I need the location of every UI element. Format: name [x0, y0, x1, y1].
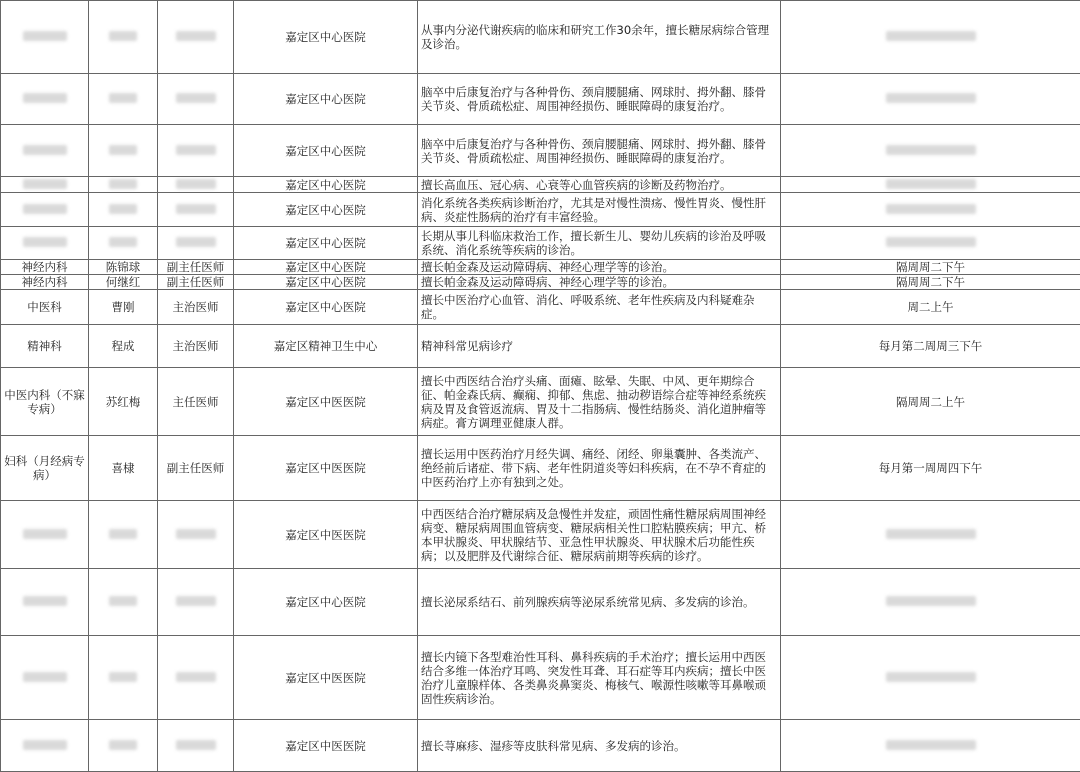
doctor-title-text: 主治医师	[173, 339, 219, 353]
table-body	[1, 1, 1080, 772]
redacted-text	[176, 529, 216, 539]
schedule-cell	[781, 1, 1080, 74]
redacted-text	[109, 237, 137, 247]
doctor-title-text: 主治医师	[173, 300, 219, 314]
table-row	[1, 275, 1080, 290]
doctor-name-cell	[89, 193, 158, 227]
hospital-cell	[234, 720, 418, 772]
redacted-text	[23, 145, 67, 155]
hospital-cell	[234, 290, 418, 325]
redacted-text	[886, 740, 976, 750]
redacted-text	[109, 740, 137, 750]
hospital-cell	[234, 177, 418, 193]
department-cell	[1, 368, 89, 436]
doctor-title-cell	[158, 74, 234, 125]
hospital-cell	[234, 260, 418, 275]
doctor-name-cell	[89, 501, 158, 569]
department-text: 妇科（月经病专病）	[4, 454, 85, 482]
hospital-cell	[234, 636, 418, 720]
department-cell	[1, 325, 89, 368]
doctor-title-text: 副主任医师	[167, 260, 225, 274]
redacted-text	[176, 740, 216, 750]
specialty-text: 脑卒中后康复治疗与各种骨伤、颈肩腰腿痛、网球肘、拇外翻、膝骨关节炎、骨质疏松症、周围神经损伤、睡眠障碍的康复治疗。	[421, 85, 766, 113]
department-text: 中医内科（不寐专病）	[4, 388, 85, 416]
table-row	[1, 368, 1080, 436]
doctor-title-cell	[158, 125, 234, 177]
redacted-text	[109, 179, 137, 189]
department-cell	[1, 125, 89, 177]
specialty-cell	[418, 260, 781, 275]
redacted-text	[23, 31, 67, 41]
doctor-title-cell	[158, 501, 234, 569]
schedule-cell	[781, 368, 1080, 436]
redacted-text	[886, 204, 976, 214]
specialty-cell	[418, 74, 781, 125]
specialty-text: 精神科常见病诊疗	[421, 339, 513, 353]
hospital-cell	[234, 275, 418, 290]
department-cell	[1, 720, 89, 772]
doctor-title-cell	[158, 636, 234, 720]
redacted-text	[109, 204, 137, 214]
schedule-text: 隔周周二上午	[896, 395, 965, 409]
department-cell	[1, 501, 89, 569]
schedule-cell	[781, 436, 1080, 501]
schedule-cell	[781, 227, 1080, 260]
department-cell	[1, 275, 89, 290]
specialty-cell	[418, 193, 781, 227]
doctor-name-cell	[89, 636, 158, 720]
redacted-text	[176, 179, 216, 189]
specialty-text: 消化系统各类疾病诊断治疗，尤其是对慢性溃疡、慢性胃炎、慢性肝病、炎症性肠病的治疗有丰富经验。	[421, 196, 766, 224]
specialty-cell	[418, 368, 781, 436]
redacted-text	[109, 93, 137, 103]
hospital-cell	[234, 193, 418, 227]
table-row	[1, 125, 1080, 177]
hospital-cell	[234, 569, 418, 636]
redacted-text	[176, 31, 216, 41]
schedule-cell	[781, 275, 1080, 290]
table-row	[1, 720, 1080, 772]
department-cell	[1, 193, 89, 227]
hospital-text: 嘉定区中心医院	[285, 144, 366, 158]
department-text: 中医科	[27, 300, 62, 314]
schedule-cell	[781, 260, 1080, 275]
schedule-text: 隔周周二下午	[896, 275, 965, 289]
specialty-text: 长期从事儿科临床救治工作，擅长新生儿、婴幼儿疾病的诊治及呼吸系统、消化系统等疾病的诊治。	[421, 229, 766, 257]
specialty-text: 擅长运用中医药治疗月经失调、痛经、闭经、卵巢囊肿、各类流产、绝经前后诸症、带下病、老年性阴道炎等妇科疾病，在不孕不育症的中医药治疗上亦有独到之处。	[421, 447, 766, 489]
doctor-title-cell	[158, 177, 234, 193]
doctor-name-text: 喜棣	[112, 461, 135, 475]
specialty-cell	[418, 501, 781, 569]
redacted-text	[23, 93, 67, 103]
hospital-text: 嘉定区中心医院	[285, 203, 366, 217]
specialty-cell	[418, 1, 781, 74]
redacted-text	[176, 237, 216, 247]
doctor-name-text: 程成	[112, 339, 135, 353]
schedule-cell	[781, 720, 1080, 772]
redacted-text	[886, 179, 976, 189]
redacted-text	[176, 596, 216, 606]
schedule-cell	[781, 193, 1080, 227]
redacted-text	[23, 204, 67, 214]
hospital-text: 嘉定区中心医院	[285, 300, 366, 314]
schedule-cell	[781, 125, 1080, 177]
doctor-name-cell	[89, 368, 158, 436]
specialty-cell	[418, 636, 781, 720]
department-cell	[1, 177, 89, 193]
specialty-text: 擅长帕金森及运动障碍病、神经心理学等的诊治。	[421, 260, 674, 274]
hospital-cell	[234, 74, 418, 125]
department-text: 精神科	[27, 339, 62, 353]
table-row	[1, 501, 1080, 569]
hospital-cell	[234, 125, 418, 177]
table-row	[1, 74, 1080, 125]
specialty-cell	[418, 227, 781, 260]
table-row	[1, 636, 1080, 720]
hospital-text: 嘉定区精神卫生中心	[274, 339, 378, 353]
department-cell	[1, 636, 89, 720]
redacted-text	[109, 529, 137, 539]
doctor-name-cell	[89, 74, 158, 125]
redacted-text	[886, 237, 976, 247]
doctor-name-cell	[89, 720, 158, 772]
doctor-name-text: 何继红	[106, 275, 141, 289]
doctor-title-text: 副主任医师	[167, 275, 225, 289]
specialty-text: 擅长泌尿系结石、前列腺疾病等泌尿系统常见病、多发病的诊治。	[421, 595, 755, 609]
redacted-text	[23, 672, 67, 682]
redacted-text	[886, 672, 976, 682]
table-row	[1, 325, 1080, 368]
schedule-text: 周二上午	[908, 300, 954, 314]
table-row	[1, 290, 1080, 325]
schedule-text: 每月第一周周四下午	[879, 461, 983, 475]
doctor-name-cell	[89, 260, 158, 275]
hospital-text: 嘉定区中心医院	[285, 275, 366, 289]
schedule-cell	[781, 325, 1080, 368]
hospital-text: 嘉定区中心医院	[285, 92, 366, 106]
hospital-cell	[234, 436, 418, 501]
redacted-text	[886, 93, 976, 103]
hospital-text: 嘉定区中心医院	[285, 260, 366, 274]
department-text: 神经内科	[22, 260, 68, 274]
department-cell	[1, 74, 89, 125]
table-row	[1, 227, 1080, 260]
redacted-text	[23, 740, 67, 750]
redacted-text	[109, 145, 137, 155]
doctor-title-cell	[158, 1, 234, 74]
department-cell	[1, 436, 89, 501]
department-cell	[1, 1, 89, 74]
doctor-name-cell	[89, 1, 158, 74]
redacted-text	[109, 596, 137, 606]
hospital-text: 嘉定区中医医院	[285, 461, 366, 475]
specialty-cell	[418, 436, 781, 501]
redacted-text	[886, 529, 976, 539]
schedule-cell	[781, 290, 1080, 325]
schedule-cell	[781, 74, 1080, 125]
specialty-text: 擅长荨麻疹、湿疹等皮肤科常见病、多发病的诊治。	[421, 739, 686, 753]
redacted-text	[23, 596, 67, 606]
department-text: 神经内科	[22, 275, 68, 289]
specialty-text: 从事内分泌代谢疾病的临床和研究工作30余年，擅长糖尿病综合管理及诊治。	[421, 23, 769, 51]
specialty-text: 擅长中医治疗心血管、消化、呼吸系统、老年性疾病及内科疑难杂症。	[421, 293, 755, 321]
specialty-text: 脑卒中后康复治疗与各种骨伤、颈肩腰腿痛、网球肘、拇外翻、膝骨关节炎、骨质疏松症、周围神经损伤、睡眠障碍的康复治疗。	[421, 137, 766, 165]
specialty-cell	[418, 290, 781, 325]
redacted-text	[23, 237, 67, 247]
hospital-cell	[234, 368, 418, 436]
doctor-name-cell	[89, 325, 158, 368]
table-row	[1, 436, 1080, 501]
doctor-name-text: 苏红梅	[106, 395, 141, 409]
specialty-text: 擅长高血压、冠心病、心衰等心血管疾病的诊断及药物治疗。	[421, 178, 732, 192]
hospital-text: 嘉定区中医医院	[285, 671, 366, 685]
doctor-title-cell	[158, 290, 234, 325]
redacted-text	[886, 145, 976, 155]
specialty-text: 擅长内镜下各型难治性耳科、鼻科疾病的手术治疗；擅长运用中西医结合多维一体治疗耳鸣、突发性耳聋、耳石症等耳内疾病；擅长中医治疗儿童腺样体、各类鼻炎鼻窦炎、梅核气、喉源性咳嗽等耳鼻喉顽固性疾病诊治。	[421, 650, 766, 706]
specialty-text: 中西医结合治疗糖尿病及急慢性并发症，顽固性痛性糖尿病周围神经病变、糖尿病周围血管病变、糖尿病相关性口腔粘膜疾病；甲亢、桥本甲状腺炎、甲状腺结节、亚急性甲状腺炎、甲状腺术后功能性疾病；以及肥胖及代谢综合征、糖尿病前期等疾病的诊疗。	[421, 507, 766, 563]
table-row	[1, 569, 1080, 636]
department-cell	[1, 569, 89, 636]
table-row	[1, 193, 1080, 227]
table-row	[1, 260, 1080, 275]
doctor-name-cell	[89, 227, 158, 260]
specialty-cell	[418, 720, 781, 772]
hospital-text: 嘉定区中医医院	[285, 395, 366, 409]
hospital-cell	[234, 325, 418, 368]
hospital-text: 嘉定区中心医院	[285, 178, 366, 192]
schedule-cell	[781, 501, 1080, 569]
hospital-cell	[234, 501, 418, 569]
specialty-cell	[418, 275, 781, 290]
schedule-text: 每月第二周周三下午	[879, 339, 983, 353]
doctor-title-cell	[158, 260, 234, 275]
hospital-text: 嘉定区中心医院	[285, 595, 366, 609]
doctor-title-cell	[158, 275, 234, 290]
doctor-title-cell	[158, 720, 234, 772]
doctor-name-cell	[89, 569, 158, 636]
doctor-title-cell	[158, 368, 234, 436]
doctor-name-text: 曹刚	[112, 300, 135, 314]
doctor-title-cell	[158, 436, 234, 501]
specialty-text: 擅长帕金森及运动障碍病、神经心理学等的诊治。	[421, 275, 674, 289]
redacted-text	[23, 529, 67, 539]
department-cell	[1, 227, 89, 260]
specialty-cell	[418, 325, 781, 368]
specialty-cell	[418, 125, 781, 177]
hospital-text: 嘉定区中医医院	[285, 739, 366, 753]
specialty-cell	[418, 569, 781, 636]
redacted-text	[23, 179, 67, 189]
doctor-name-cell	[89, 177, 158, 193]
specialty-cell	[418, 177, 781, 193]
redacted-text	[176, 672, 216, 682]
schedule-cell	[781, 569, 1080, 636]
doctor-name-cell	[89, 436, 158, 501]
table-row	[1, 177, 1080, 193]
redacted-text	[886, 596, 976, 606]
doctor-title-text: 主任医师	[173, 395, 219, 409]
hospital-cell	[234, 1, 418, 74]
redacted-text	[176, 145, 216, 155]
redacted-text	[109, 31, 137, 41]
specialty-text: 擅长中西医结合治疗头痛、面瘫、眩晕、失眠、中风、更年期综合征、帕金森氏病、癫痫、抑郁、焦虑、抽动秽语综合症等神经系统疾病及胃及食管返流病、胃及十二指肠病、慢性结肠炎、消化道肿瘤等病症。膏方调理亚健康人群。	[421, 374, 766, 430]
doctor-name-cell	[89, 290, 158, 325]
redacted-text	[886, 31, 976, 41]
department-cell	[1, 260, 89, 275]
schedule-cell	[781, 177, 1080, 193]
doctor-name-cell	[89, 125, 158, 177]
doctor-title-text: 副主任医师	[167, 461, 225, 475]
doctor-name-cell	[89, 275, 158, 290]
doctor-name-text: 陈锦球	[106, 260, 141, 274]
redacted-text	[176, 204, 216, 214]
hospital-text: 嘉定区中心医院	[285, 30, 366, 44]
hospital-cell	[234, 227, 418, 260]
doctor-title-cell	[158, 325, 234, 368]
table-row	[1, 1, 1080, 74]
doctor-title-cell	[158, 569, 234, 636]
hospital-text: 嘉定区中医医院	[285, 528, 366, 542]
hospital-text: 嘉定区中心医院	[285, 236, 366, 250]
department-cell	[1, 290, 89, 325]
doctor-title-cell	[158, 227, 234, 260]
redacted-text	[109, 672, 137, 682]
schedule-text: 隔周周二下午	[896, 260, 965, 274]
redacted-text	[176, 93, 216, 103]
schedule-cell	[781, 636, 1080, 720]
doctor-title-cell	[158, 193, 234, 227]
